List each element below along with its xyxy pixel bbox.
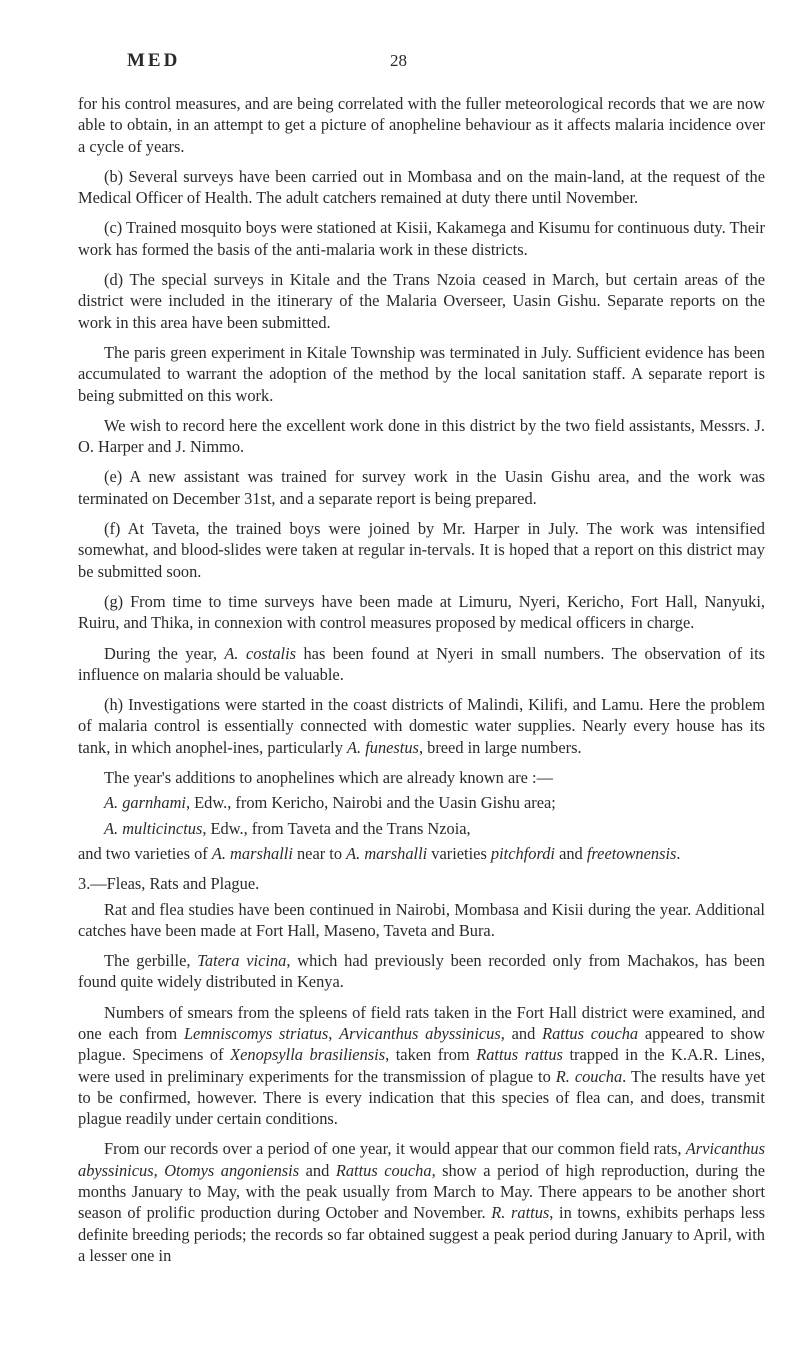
paragraph-rat-flea-studies: Rat and flea studies have been continued in Nairobi, Mombasa and Kisii during the year. Additional catches have been made at Fort Hall, Maseno, Taveta and Bura. (78, 899, 765, 940)
variety-name: pitchfordi (490, 843, 555, 863)
species-name: A. marshalli (346, 843, 428, 863)
page-number: 28 (390, 51, 407, 70)
page-header (0, 50, 800, 80)
species-name: Arvicanthus abyssinicus (339, 1023, 501, 1043)
species-name: Arvicanthus abyssinicus (78, 1139, 765, 1180)
species-name: A. costalis (224, 643, 297, 663)
species-name: Xenopsylla brasiliensis (230, 1045, 386, 1065)
paragraph-g-surveys: (g) From time to time surveys have been made at Limuru, Nyeri, Kericho, Fort Hall, Nanyuki, Ruiru, and Thika, in connexion with control measures proposed by medical officers in charge. (78, 591, 765, 633)
paragraph-marshalli-varieties: and two varieties of A. marshalli near to A. marshalli varieties pitchfordi and freetownensis. (78, 843, 681, 863)
paragraph-additions-intro: The year's additions to anophelines which are already known are :— (104, 768, 553, 788)
paragraph-c-mosquito-boys: (c) Trained mosquito boys were stationed at Kisii, Kakamega and Kisumu for continuous duty. Their work has formed the basis of the anti-malaria work in these districts. (78, 218, 765, 259)
paragraph-costalis: During the year, A. costalis has been found at Nyeri in small numbers. The observation of its influence on malaria should be valuable. (78, 643, 766, 684)
paragraph-e-uasin-gishu: (e) A new assistant was trained for survey work in the Uasin Gishu area, and the work was terminated on December 31st, and a separate report is being prepared. (78, 467, 765, 508)
species-name: Otomys angoniensis (164, 1160, 300, 1180)
paragraph-gerbille: The gerbille, Tatera vicina, which had previously been recorded only from Machakos, has been found quite widely distributed in Kenya. (78, 951, 765, 992)
species-name: A. marshalli (211, 843, 293, 863)
variety-name: freetownensis (586, 843, 677, 863)
list-item-multicinctus: A. multicinctus, Edw., from Taveta and the Trans Nzoia, (104, 818, 471, 838)
paragraph-field-assistants: We wish to record here the excellent work done in this district by the two field assistants, Messrs. J. O. Harper and J. Nimmo. (78, 415, 765, 457)
paragraph-f-taveta: (f) At Taveta, the trained boys were joined by Mr. Harper in July. The work was intensified somewhat, and blood-slides were taken at regular in-tervals. It is hoped that a report on this district may be submitted soon. (78, 519, 765, 581)
paragraph-paris-green: The paris green experiment in Kitale Township was terminated in July. Sufficient evidence has been accumulated to warrant the adoption of the method by the local sanitation staff. A separate report is being submitted on this work. (78, 342, 765, 405)
species-name: Lemniscomys striatus (183, 1023, 329, 1043)
running-head: MED (127, 50, 181, 71)
paragraph-b-mombasa-surveys: (b) Several surveys have been carried out in Mombasa and on the main-land, at the request of the Medical Officer of Health. The adult catchers remained at duty there until November. (78, 166, 765, 208)
species-name: A. garnhami (104, 793, 186, 813)
species-name: A. funestus (347, 737, 419, 757)
species-name: R. coucha (555, 1066, 623, 1086)
species-name: Rattus coucha (335, 1160, 432, 1180)
species-name: Tatera vicina (197, 951, 287, 971)
species-name: A. multicinctus (104, 818, 203, 838)
species-name: Rattus rattus (476, 1045, 563, 1065)
paragraph-reproduction-records: From our records over a period of one year, it would appear that our common field rats, Arvicanthus abyssinicus, Otomys angoniensis and Rattus coucha, show a period of high reproduction, during the months January to May, with the peak usually from March to May. There appears to be another short season of prolific production during October and November. R. rattus, in towns, exhibits perhaps less definite breeding periods; the records so far obtained suggest a peak period during January to April, with a lesser one in (78, 1139, 765, 1265)
section-heading-fleas-rats-plague: 3.—Fleas, Rats and Plague. (78, 874, 260, 894)
paragraph-h-coast-districts: (h) Investigations were started in the coast districts of Malindi, Kilifi, and Lamu. Here the problem of malaria control is essentially connected with domestic water supplies. Nearly every house has its tank, in which anophel-ines, particularly A. funestus, breed in large numbers. (78, 695, 765, 757)
paragraph-continuation: for his control measures, and are being correlated with the fuller meteorological records that we are now able to obtain, in an attempt to get a picture of anopheline behaviour as it affects malaria incidence over a cycle of years. (78, 94, 765, 156)
species-name: R. rattus (491, 1203, 550, 1223)
paragraph-spleen-smears: Numbers of smears from the spleens of field rats taken in the Fort Hall district were examined, and one each from Lemniscomys striatus, Arvicanthus abyssinicus, and Rattus coucha appeared to show plague. Specimens of Xenopsylla brasiliensis, taken from Rattus rattus trapped in the K.A.R. Lines, were used in preliminary experiments for the transmission of plague to R. coucha. The results have yet to be confirmed, however. There is every indication that this species of flea can, and does, transmit plague readily under certain conditions. (78, 1002, 766, 1129)
species-name: Rattus coucha (542, 1023, 639, 1043)
body-text (78, 93, 765, 1275)
list-item-garnhami: A. garnhami, Edw., from Kericho, Nairobi and the Uasin Gishu area; (104, 793, 556, 813)
paragraph-d-kitale-surveys: (d) The special surveys in Kitale and the Trans Nzoia ceased in March, but certain areas of the district were included in the itinerary of the Malaria Overseer, Uasin Gishu. Separate reports on the work in this area have been submitted. (78, 270, 765, 332)
